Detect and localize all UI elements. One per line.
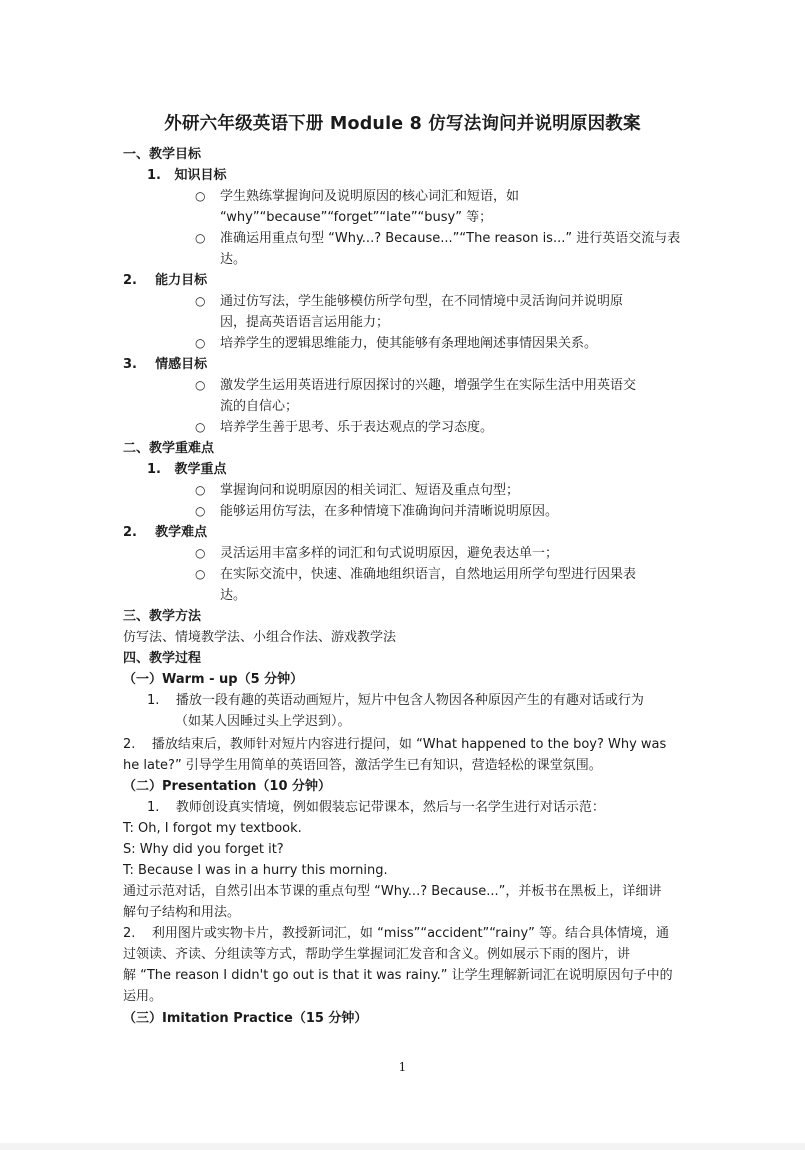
list-item-text: 能够运用仿写法，在多种情境下准确询问并清晰说明原因。 (220, 504, 559, 519)
list-item-text: 达。 (220, 588, 247, 603)
numbered-item-text: 过领读、齐读、分组读等方式，帮助学生掌握词汇发音和含义。例如展示下雨的图片，讲 (123, 947, 631, 962)
page-number: 1 (398, 1060, 407, 1074)
list-item-text: 激发学生运用英语进行原因探讨的兴趣，增强学生在实际生活中用英语交 (220, 378, 637, 393)
numbered-item-text: 解 “The reason I didn't go out is that it was rainy.” 让学生理解新词汇在说明原因句子中的 (123, 968, 673, 983)
paragraph-text: 仿写法、情境教学法、小组合作法、游戏教学法 (123, 630, 397, 645)
hollow-bullet-icon: ○ (195, 231, 206, 245)
hollow-bullet-icon: ○ (195, 294, 206, 308)
subsection-heading: （一）Warm - up（5 分钟） (123, 672, 304, 687)
hollow-bullet-icon: ○ (195, 546, 206, 560)
section-heading: 三、教学方法 (123, 609, 202, 624)
hollow-bullet-icon: ○ (195, 336, 206, 350)
paragraph-text: 解句子结构和用法。 (123, 905, 241, 920)
hollow-bullet-icon: ○ (195, 483, 206, 497)
subsection-heading: （三）Imitation Practice（15 分钟） (123, 1011, 368, 1026)
subsection-heading: 1. 知识目标 (147, 168, 227, 183)
subsection-heading: 2. 能力目标 (123, 273, 208, 288)
list-item-text: 掌握询问和说明原因的相关词汇、短语及重点句型； (220, 483, 520, 498)
list-item-text: 培养学生的逻辑思维能力，使其能够有条理地阐述事情因果关系。 (220, 336, 598, 351)
hollow-bullet-icon: ○ (195, 504, 206, 518)
subsection-heading: 2. 教学难点 (123, 525, 208, 540)
list-item-text: 在实际交流中，快速、准确地组织语言，自然地运用所学句型进行因果表 (220, 567, 637, 582)
dialogue-line: T: Because I was in a hurry this morning. (123, 863, 388, 878)
numbered-item-text: 运用。 (123, 989, 163, 1004)
subsection-heading: 1. 教学重点 (147, 462, 227, 477)
list-item-text: 培养学生善于思考、乐于表达观点的学习态度。 (220, 420, 494, 435)
hollow-bullet-icon: ○ (195, 420, 206, 434)
subsection-heading: 3. 情感目标 (123, 357, 208, 372)
list-item-text: 学生熟练掌握询问及说明原因的核心词汇和短语，如 (220, 189, 520, 204)
dialogue-line: T: Oh, I forgot my textbook. (123, 821, 302, 836)
list-item-text: 灵活运用丰富多样的词汇和句式说明原因，避免表达单一； (220, 546, 559, 561)
dialogue-line: S: Why did you forget it? (123, 842, 284, 857)
numbered-item-text: 2. 播放结束后，教师针对短片内容进行提问，如 “What happened to the boy? Why was (123, 737, 667, 752)
paragraph-text: 通过示范对话，自然引出本节课的重点句型 “Why...? Because...”，并板书在黑板上，详细讲 (123, 884, 662, 899)
hollow-bullet-icon: ○ (195, 189, 206, 203)
list-item-text: “why”“because”“forget”“late”“busy” 等； (220, 210, 493, 225)
section-heading: 四、教学过程 (123, 651, 202, 666)
numbered-item-text: 1. 教师创设真实情境，例如假装忘记带课本，然后与一名学生进行对话示范： (147, 800, 605, 815)
hollow-bullet-icon: ○ (195, 567, 206, 581)
section-heading: 一、教学目标 (123, 147, 202, 162)
list-item-text: 达。 (220, 252, 247, 267)
section-heading: 二、教学重难点 (123, 441, 215, 456)
numbered-item-text: 2. 利用图片或实物卡片，教授新词汇，如 “miss”“accident”“rainy” 等。结合具体情境，通 (123, 926, 670, 941)
hollow-bullet-icon: ○ (195, 378, 206, 392)
list-item-text: 准确运用重点句型 “Why...? Because...”“The reason is...” 进行英语交流与表 (220, 231, 681, 246)
subsection-heading: （二）Presentation（10 分钟） (123, 779, 332, 794)
document-title: 外研六年级英语下册 Module 8 仿写法询问并说明原因教案 (164, 114, 641, 134)
list-item-text: 流的自信心； (220, 399, 299, 414)
list-item-text: 通过仿写法，学生能够模仿所学句型，在不同情境中灵活询问并说明原 (220, 294, 624, 309)
numbered-item-text: he late?” 引导学生用简单的英语回答，激活学生已有知识，营造轻松的课堂氛围。 (123, 758, 602, 773)
numbered-item-text: （如某人因睡过头上学迟到）。 (175, 714, 351, 729)
numbered-item-text: 1. 播放一段有趣的英语动画短片，短片中包含人物因各种原因产生的有趣对话或行为 (147, 693, 644, 708)
list-item-text: 因，提高英语语言运用能力； (220, 315, 390, 330)
